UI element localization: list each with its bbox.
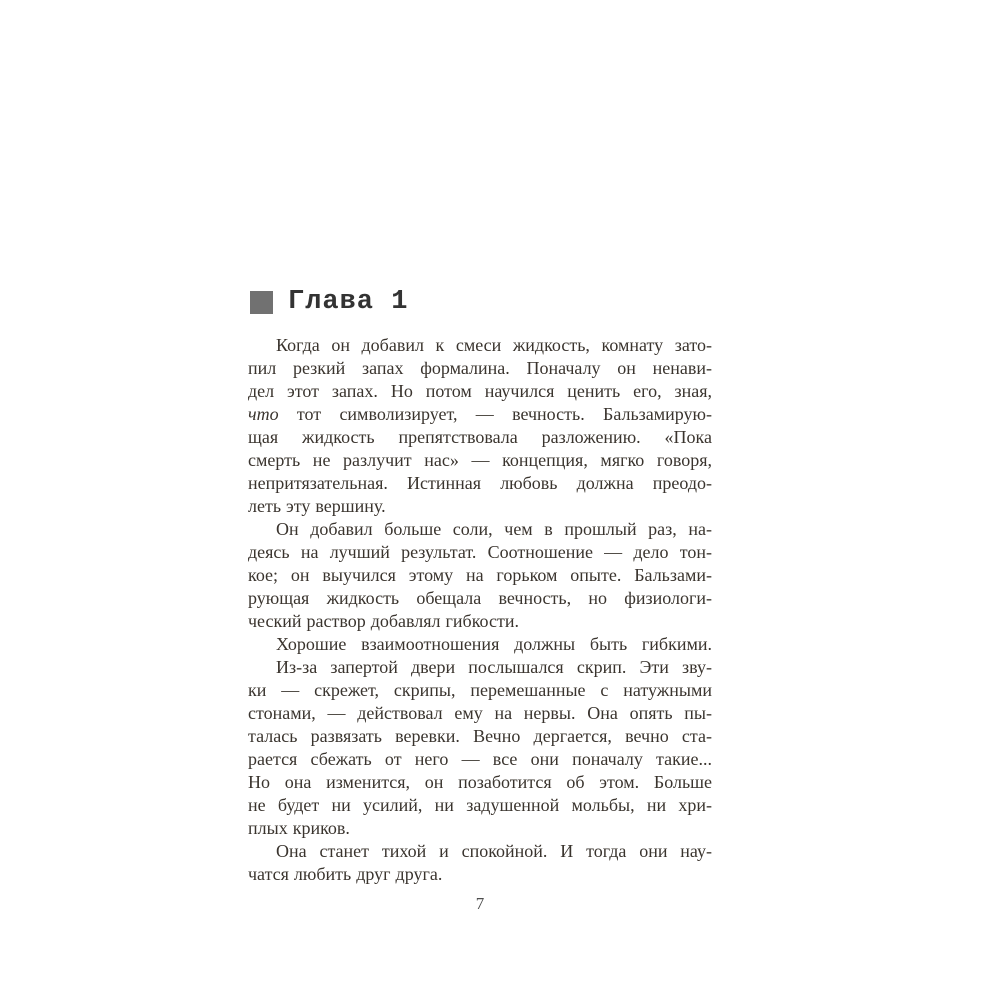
text-line: [248, 495, 712, 518]
text-segment: щая жидкость препятствовала разложению. «Пока: [248, 427, 712, 447]
text-segment: не будет ни усилий, ни задушенной мольбы, ни хри-: [248, 795, 712, 815]
text-segment: Она станет тихой и спокойной. И тогда они нау-: [276, 841, 712, 861]
text-line: [248, 334, 712, 357]
page-number: 7: [475, 894, 485, 913]
body-text: [248, 334, 712, 886]
text-segment: Хорошие взаимоотношения должны быть гибкими.: [276, 634, 712, 654]
text-line: [248, 587, 712, 610]
text-line: [248, 449, 712, 472]
text-line: [248, 633, 712, 656]
text-segment: рается сбежать от него — все они поначалу такие...: [248, 749, 712, 769]
text-segment: деясь на лучший результат. Соотношение — дело тон-: [248, 542, 712, 562]
text-line: [248, 426, 712, 449]
text-segment: чатся любить друг друга.: [248, 864, 443, 884]
chapter-heading-row: [250, 289, 408, 316]
text-line: [248, 541, 712, 564]
text-segment: пил резкий запах формалина. Поначалу он ненави-: [248, 358, 712, 378]
text-line: [248, 794, 712, 817]
text-line: [248, 656, 712, 679]
text-segment: тот символизирует, — вечность. Бальзамирую-: [278, 404, 712, 424]
text-segment: плых криков.: [248, 818, 350, 838]
text-segment: Но она изменится, он позаботится об этом. Больше: [248, 772, 712, 792]
text-line: [248, 748, 712, 771]
emphasized-text: что: [248, 404, 279, 424]
text-line: [248, 725, 712, 748]
text-segment: талась развязать веревки. Вечно дергается, вечно ста-: [248, 726, 712, 746]
text-segment: Из-за запертой двери послышался скрип. Эти зву-: [276, 657, 712, 677]
text-line: [248, 679, 712, 702]
text-segment: стонами, — действовал ему на нервы. Она опять пы-: [248, 703, 712, 723]
text-line: [248, 357, 712, 380]
text-line: [248, 863, 712, 886]
text-segment: рующая жидкость обещала вечность, но физиологи-: [248, 588, 712, 608]
text-segment: кое; он выучился этому на горьком опыте. Бальзами-: [248, 565, 712, 585]
text-segment: Он добавил больше соли, чем в прошлый раз, на-: [276, 519, 712, 539]
text-segment: смерть не разлучит нас» — концепция, мягко говоря,: [248, 450, 712, 470]
text-line: [248, 702, 712, 725]
chapter-title: Глава 1: [288, 287, 409, 317]
text-line: [248, 610, 712, 633]
text-line: [248, 564, 712, 587]
chapter-marker-square-icon: [250, 291, 273, 314]
text-segment: ческий раствор добавлял гибкости.: [248, 611, 519, 631]
text-line: [248, 840, 712, 863]
text-line: [248, 403, 712, 426]
text-segment: непритязательная. Истинная любовь должна преодо-: [248, 473, 712, 493]
text-line: [248, 472, 712, 495]
text-line: [248, 771, 712, 794]
text-segment: Когда он добавил к смеси жидкость, комнату зато-: [276, 335, 712, 355]
text-segment: леть эту вершину.: [248, 496, 386, 516]
text-segment: ки — скрежет, скрипы, перемешанные с натужными: [248, 680, 712, 700]
text-line: [248, 518, 712, 541]
text-segment: дел этот запах. Но потом научился ценить его, зная,: [248, 381, 712, 401]
text-line: [248, 380, 712, 403]
text-line: [248, 817, 712, 840]
